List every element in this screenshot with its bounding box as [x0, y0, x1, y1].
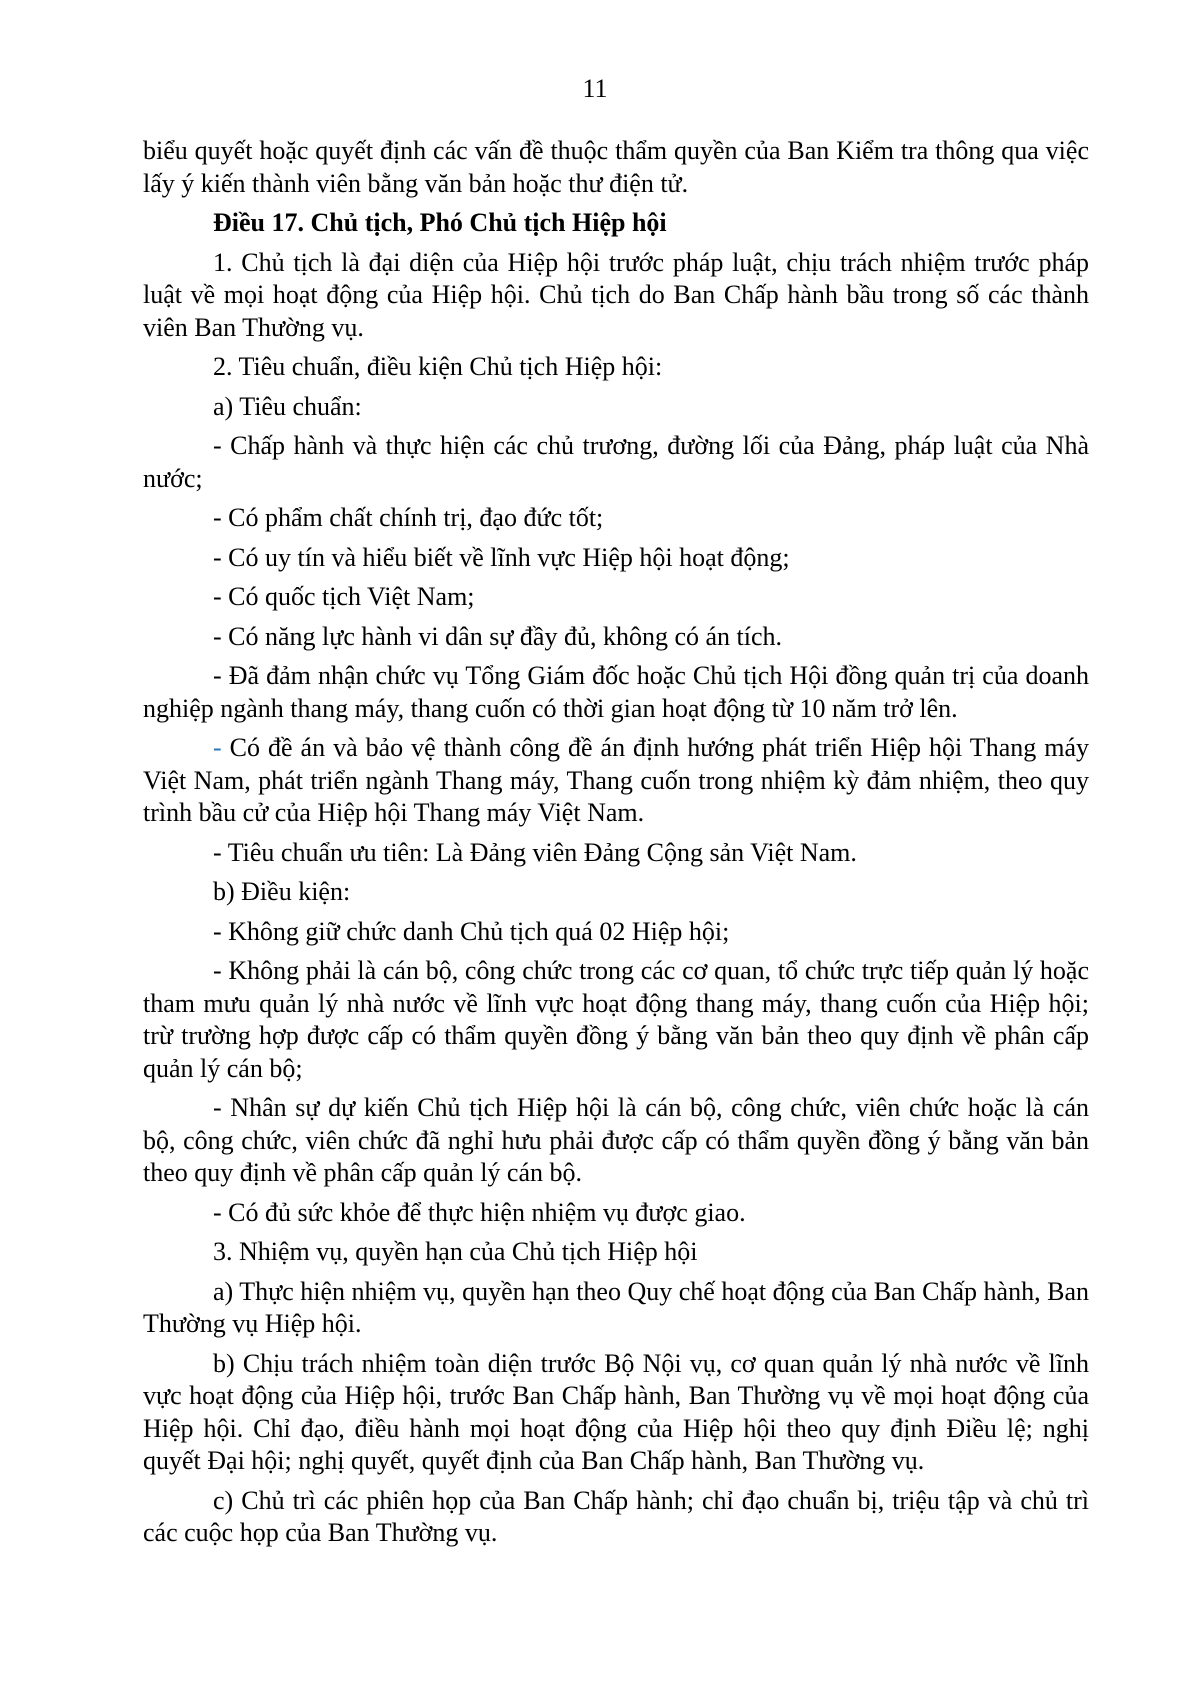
list-item-condition-2: - Không phải là cán bộ, công chức trong các cơ quan, tổ chức trực tiếp quản lý hoặc tham mưu quản lý nhà nước về lĩnh vực hoạt động thang máy, thang cuốn của Hiệp hội; trừ trường hợp được cấp có thẩm quyền đồng ý bằng văn bản theo quy định về phân cấp quản lý cán bộ; — [143, 956, 1089, 1083]
paragraph-duty-c: c) Chủ trì các phiên họp của Ban Chấp hành; chỉ đạo chuẩn bị, triệu tập và chủ trì các cuộc họp của Ban Thường vụ. — [143, 1485, 1089, 1547]
list-item-standard-7 — [143, 732, 1089, 830]
paragraph-clause-3: 3. Nhiệm vụ, quyền hạn của Chủ tịch Hiệp hội — [213, 1237, 698, 1266]
list-item-standard-1: - Chấp hành và thực hiện các chủ trương, đường lối của Đảng, pháp luật của Nhà nước; — [143, 431, 1089, 493]
blue-dash-marker: - — [213, 733, 222, 762]
paragraph-duty-a: a) Thực hiện nhiệm vụ, quyền hạn theo Quy chế hoạt động của Ban Chấp hành, Ban Thường vụ Hiệp hội. — [143, 1276, 1089, 1338]
list-item-standard-2: - Có phẩm chất chính trị, đạo đức tốt; — [213, 503, 604, 532]
paragraph-conditions-heading: b) Điều kiện: — [213, 877, 351, 906]
document-body — [143, 135, 1089, 1557]
page-number: 11 — [582, 74, 608, 103]
list-item-standard-5: - Có năng lực hành vi dân sự đầy đủ, không có án tích. — [213, 621, 783, 651]
paragraph-continuation: biểu quyết hoặc quyết định các vấn đề thuộc thẩm quyền của Ban Kiểm tra thông qua việc lấy ý kiến thành viên bằng văn bản hoặc thư điện tử. — [143, 136, 1089, 198]
list-item-standard-4: - Có quốc tịch Việt Nam; — [213, 582, 475, 611]
list-item-standard-6: - Đã đảm nhận chức vụ Tổng Giám đốc hoặc Chủ tịch Hội đồng quản trị của doanh nghiệp ngành thang máy, thang cuốn có thời gian hoạt động từ 10 năm trở lên. — [143, 661, 1089, 723]
paragraph-clause-2: 2. Tiêu chuẩn, điều kiện Chủ tịch Hiệp hội: — [213, 352, 663, 381]
list-item-standard-7-text: Có đề án và bảo vệ thành công đề án định hướng phát triển Hiệp hội Thang máy Việt Nam, phát triển ngành Thang máy, Thang cuốn trong nhiệm kỳ đảm nhiệm, theo quy trình bầu cử của Hiệp hội Thang máy Việt Nam. — [143, 733, 1089, 827]
list-item-standard-3: - Có uy tín và hiểu biết về lĩnh vực Hiệp hội hoạt động; — [213, 542, 790, 572]
paragraph-clause-1: 1. Chủ tịch là đại diện của Hiệp hội trước pháp luật, chịu trách nhiệm trước pháp luật về mọi hoạt động của Hiệp hội. Chủ tịch do Ban Chấp hành bầu trong số các thành viên Ban Thường vụ. — [143, 247, 1089, 342]
list-item-condition-1: - Không giữ chức danh Chủ tịch quá 02 Hiệp hội; — [213, 916, 730, 946]
paragraph-duty-b: b) Chịu trách nhiệm toàn diện trước Bộ Nội vụ, cơ quan quản lý nhà nước về lĩnh vực hoạt động của Hiệp hội, trước Ban Chấp hành, Ban Thường vụ về mọi hoạt động của Hiệp hội. Chỉ đạo, điều hành mọi hoạt động của Hiệp hội theo quy định Điều lệ; nghị quyết Đại hội; nghị quyết, quyết định của Ban Chấp hành, Ban Thường vụ. — [143, 1348, 1089, 1475]
list-item-condition-4: - Có đủ sức khỏe để thực hiện nhiệm vụ được giao. — [213, 1197, 746, 1227]
list-item-condition-3: - Nhân sự dự kiến Chủ tịch Hiệp hội là cán bộ, công chức, viên chức hoặc là cán bộ, công chức, viên chức đã nghỉ hưu phải được cấp có thẩm quyền đồng ý bằng văn bản theo quy định về phân cấp quản lý cán bộ. — [143, 1093, 1089, 1187]
paragraph-standards-heading: a) Tiêu chuẩn: — [213, 391, 362, 421]
list-item-standard-priority: - Tiêu chuẩn ưu tiên: Là Đảng viên Đảng Cộng sản Việt Nam. — [213, 837, 857, 867]
article-heading: Điều 17. Chủ tịch, Phó Chủ tịch Hiệp hội — [213, 208, 667, 237]
